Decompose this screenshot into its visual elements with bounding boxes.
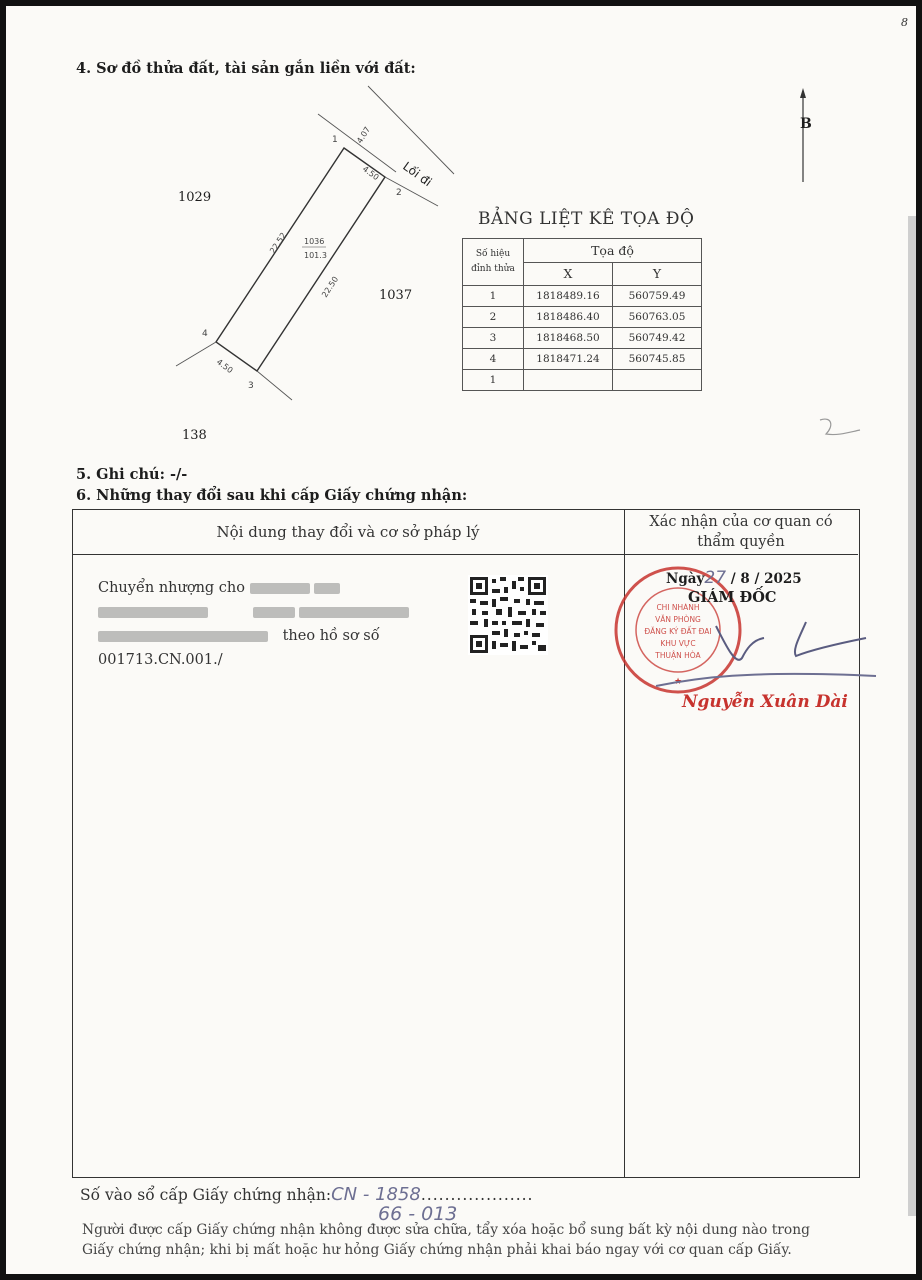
parcel-area: 101.3 xyxy=(304,251,327,260)
table-row: 1 1818489.16 560759.49 xyxy=(463,286,702,307)
table-row: 3 1818468.50 560749.42 xyxy=(463,328,702,349)
footer-note-2: Giấy chứng nhận; khi bị mất hoặc hư hỏng Giấy chứng nhận phải khai báo ngay với cơ quan cấp Giấy. xyxy=(82,1242,792,1258)
date-rest: / 8 / 2025 xyxy=(730,571,802,587)
edge-length: 22.52 xyxy=(268,230,289,256)
table-row: 4 1818471.24 560745.85 xyxy=(463,349,702,370)
vertex-label: 2 xyxy=(396,188,402,198)
north-arrow-icon xyxy=(794,86,824,186)
svg-text:★: ★ xyxy=(673,677,683,687)
scrollbar[interactable] xyxy=(908,216,916,1216)
table-divider xyxy=(72,554,858,555)
coord-table-title: BẢNG LIỆT KÊ TỌA ĐỘ xyxy=(478,209,695,229)
parcel-number: 1036 xyxy=(304,237,325,246)
director-title: GIÁM ĐỐC xyxy=(688,589,777,606)
section-6-title: 6. Những thay đổi sau khi cấp Giấy chứng nhận: xyxy=(76,487,468,504)
section-5-title: 5. Ghi chú: -/- xyxy=(76,466,188,483)
qr-code xyxy=(468,575,548,655)
svg-text:THUẬN HÒA: THUẬN HÒA xyxy=(655,651,701,660)
vertex-label: 4 xyxy=(202,329,208,339)
neighbor-parcel-east: 1037 xyxy=(379,288,413,303)
boundary-line xyxy=(176,342,216,366)
col2-header: Xác nhận của cơ quan có thẩm quyền xyxy=(649,514,833,550)
parcel-sketch xyxy=(156,84,466,424)
coord-table xyxy=(462,238,702,391)
svg-text:VĂN PHÒNG: VĂN PHÒNG xyxy=(655,615,701,624)
change-line-1: Chuyển nhượng cho xyxy=(98,580,245,596)
edge-length: 4.50 xyxy=(360,164,381,183)
svg-text:KHU VỰC: KHU VỰC xyxy=(660,639,696,648)
svg-text:CHI NHÁNH: CHI NHÁNH xyxy=(656,603,700,612)
parcel-polygon xyxy=(216,148,385,371)
page-number: 8 xyxy=(901,16,908,29)
register-line: Số vào sổ cấp Giấy chứng nhận:CN - 1858................... xyxy=(80,1184,534,1205)
col1-header: Nội dung thay đổi và cơ sở pháp lý xyxy=(216,523,480,541)
table-row: 1 xyxy=(463,370,702,391)
approval-date xyxy=(666,568,802,588)
col-point-header: Số hiệu đỉnh thửa xyxy=(463,239,524,286)
section-4-title: 4. Sơ đồ thửa đất, tài sản gắn liền với đất: xyxy=(76,60,416,77)
road-line xyxy=(318,114,396,172)
date-label: Ngày xyxy=(666,571,705,587)
register-value: CN - 1858 xyxy=(331,1184,421,1205)
road-label: Lối đi xyxy=(400,159,435,190)
edge-length: 4.50 xyxy=(214,357,235,376)
svg-text:ĐĂNG KÝ ĐẤT ĐAI: ĐĂNG KÝ ĐẤT ĐAI xyxy=(644,627,712,636)
north-label: B xyxy=(800,116,812,132)
register-label: Số vào sổ cấp Giấy chứng nhận: xyxy=(80,1186,332,1204)
signer-name: Nguyễn Xuân Dài xyxy=(682,692,848,712)
pen-mark xyxy=(814,414,864,444)
change-content xyxy=(98,576,448,672)
date-day: 27 xyxy=(704,568,727,588)
register-extra: 66 - 013 xyxy=(378,1203,458,1225)
table-row: 2 1818486.40 560763.05 xyxy=(463,307,702,328)
col-coord-header: Tọa độ xyxy=(524,239,702,263)
vertex-label: 1 xyxy=(332,135,338,145)
edge-length: 22.50 xyxy=(320,274,341,300)
change-line-4: 001713.CN.001./ xyxy=(98,652,223,668)
signature xyxy=(636,606,886,696)
edge-length: 4.07 xyxy=(355,125,373,146)
col-x-header: X xyxy=(524,262,613,286)
neighbor-parcel-south: 138 xyxy=(182,428,207,443)
col-y-header: Y xyxy=(613,262,702,286)
footer-note-1: Người được cấp Giấy chứng nhận không được sửa chữa, tẩy xóa hoặc bổ sung bất kỳ nội dung nào trong xyxy=(82,1222,810,1238)
document-page xyxy=(6,6,916,1274)
neighbor-parcel-west: 1029 xyxy=(178,190,212,205)
change-line-3: theo hồ sơ số xyxy=(282,628,380,644)
vertex-label: 3 xyxy=(248,381,254,391)
boundary-line xyxy=(257,371,292,400)
